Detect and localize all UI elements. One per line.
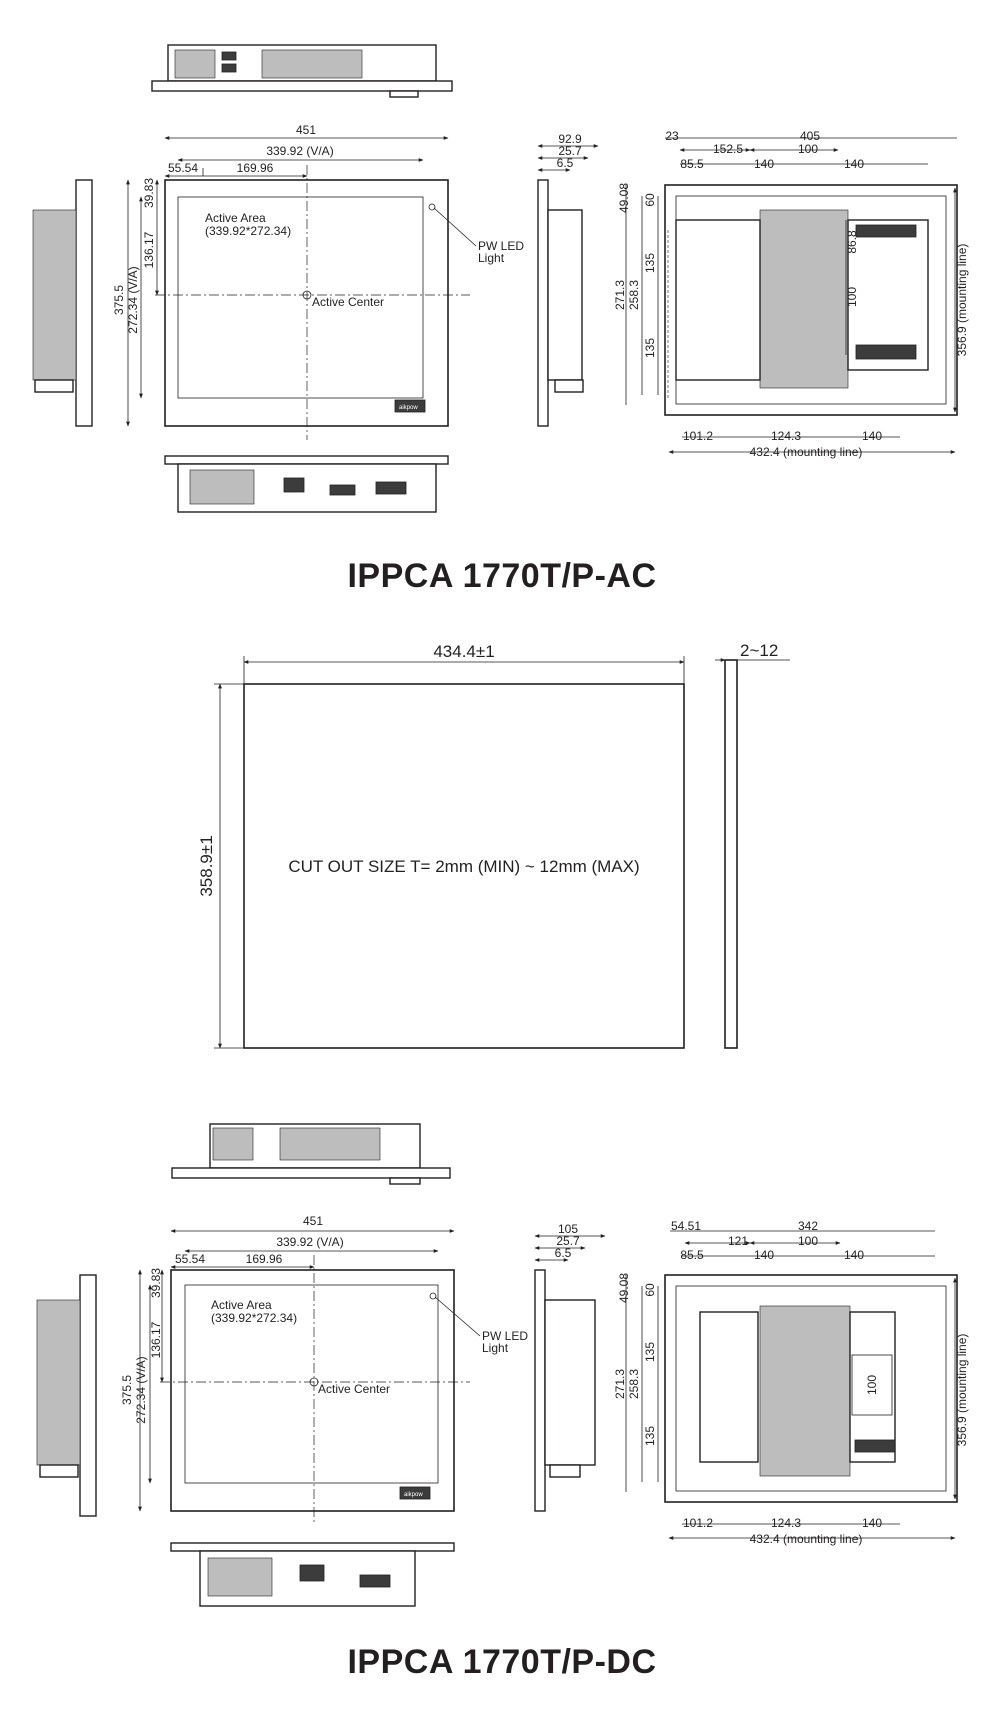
ac-front-height-va: 272.34 (V/A) bbox=[126, 266, 140, 334]
dc-front-center-v: 136.17 bbox=[149, 1321, 163, 1359]
dc-rear-inner-2: 100 bbox=[865, 1374, 879, 1396]
dc-rear-top-5: 85.5 bbox=[680, 1248, 704, 1262]
ac-active-center-label: Active Center bbox=[312, 295, 385, 309]
ac-rear-inner-2: 100 bbox=[845, 286, 859, 308]
dc-front-left-offset: 55.54 bbox=[174, 1252, 206, 1266]
cutout-section bbox=[197, 641, 790, 1048]
ac-front-top-offset: 39.83 bbox=[142, 177, 156, 209]
ac-rear-top-5: 85.5 bbox=[680, 157, 704, 171]
dc-front-height-overall: 375.5 bbox=[120, 1374, 134, 1406]
ac-rear-left-1: 49.08 bbox=[617, 182, 631, 214]
cutout-width: 434.4±1 bbox=[433, 642, 495, 661]
ac-front-width-va: 339.92 (V/A) bbox=[266, 144, 334, 158]
ac-logo: aikpow bbox=[399, 405, 418, 411]
dc-rear-bottom-3: 140 bbox=[861, 1516, 883, 1530]
dc-right-view bbox=[535, 1222, 605, 1511]
dc-rear-top-2: 342 bbox=[797, 1219, 819, 1233]
ac-rear-left-2: 60 bbox=[643, 193, 657, 207]
ac-front-left-offset: 55.54 bbox=[167, 161, 199, 175]
dc-rear-right-label: 356.9 (mounting line) bbox=[955, 1333, 969, 1447]
dc-side-depth-2: 25.7 bbox=[556, 1234, 580, 1248]
dc-front-top-offset: 39.83 bbox=[149, 1267, 163, 1299]
ac-front-width-overall: 451 bbox=[295, 123, 317, 137]
dc-front-center-offset: 169.96 bbox=[245, 1252, 283, 1266]
dc-active-area-label: Active Area bbox=[211, 1298, 272, 1312]
ac-rear-top-1: 23 bbox=[665, 129, 679, 143]
dc-rear-left-1: 49.08 bbox=[617, 1272, 631, 1304]
dc-logo: aikpow bbox=[404, 1492, 423, 1498]
ac-rear-inner-1: 86.8 bbox=[845, 230, 859, 254]
ac-front-center-offset: 169.96 bbox=[236, 161, 274, 175]
dc-rear-view bbox=[613, 1219, 969, 1546]
ac-rear-top-2: 405 bbox=[799, 129, 821, 143]
ac-rear-left-4: 135 bbox=[643, 337, 657, 359]
ac-section bbox=[33, 45, 969, 595]
ac-side-depth-1: 92.9 bbox=[558, 132, 582, 146]
ac-side-depth-2: 25.7 bbox=[558, 144, 582, 158]
dc-rear-bottom-1: 101.2 bbox=[682, 1516, 714, 1530]
dc-light-label: Light bbox=[482, 1341, 509, 1355]
ac-side-depth-3: 6.5 bbox=[556, 156, 574, 170]
ac-rear-view bbox=[613, 129, 969, 459]
ac-active-area-label: Active Area bbox=[205, 211, 266, 225]
ac-front-height-overall: 375.5 bbox=[112, 284, 126, 316]
dc-pw-led-label: PW LED bbox=[482, 1329, 529, 1343]
dc-bottom-view bbox=[171, 1543, 454, 1606]
ac-rear-top-3: 152.5 bbox=[712, 142, 744, 156]
cutout-height: 358.9±1 bbox=[197, 835, 216, 897]
ac-active-area-size: (339.92*272.34) bbox=[205, 224, 292, 238]
dc-rear-top-1: 54.51 bbox=[670, 1219, 702, 1233]
dc-rear-bottom-2: 124.3 bbox=[770, 1516, 802, 1530]
dc-title: IPPCA 1770T/P-DC bbox=[347, 1643, 657, 1681]
ac-rear-bottom-3: 140 bbox=[861, 429, 883, 443]
ac-rear-top-4: 100 bbox=[797, 142, 819, 156]
dc-rear-bottom-label: 432.4 (mounting line) bbox=[749, 1532, 863, 1546]
ac-right-view bbox=[538, 132, 598, 426]
ac-rear-right-label: 356.9 (mounting line) bbox=[955, 243, 969, 357]
ac-rear-bottom-2: 124.3 bbox=[770, 429, 802, 443]
ac-front-center-v: 136.17 bbox=[142, 231, 156, 269]
dc-rear-top-7: 140 bbox=[843, 1248, 865, 1262]
ac-rear-left-6: 258.3 bbox=[627, 279, 641, 311]
dc-rear-left-3: 135 bbox=[643, 1341, 657, 1363]
dc-section bbox=[37, 1124, 969, 1681]
ac-rear-bottom-label: 432.4 (mounting line) bbox=[749, 445, 863, 459]
ac-rear-bottom-1: 101.2 bbox=[682, 429, 714, 443]
dc-side-depth-1: 105 bbox=[557, 1222, 579, 1236]
dc-active-center-label: Active Center bbox=[318, 1382, 391, 1396]
ac-rear-left-3: 135 bbox=[643, 252, 657, 274]
ac-light-label: Light bbox=[478, 251, 505, 265]
dc-rear-top-4: 100 bbox=[797, 1234, 819, 1248]
dc-top-view bbox=[172, 1124, 450, 1184]
ac-top-view bbox=[152, 45, 452, 97]
cutout-thickness: 2~12 bbox=[740, 641, 779, 660]
ac-pw-led-label: PW LED bbox=[478, 239, 525, 253]
ac-rear-top-7: 140 bbox=[843, 157, 865, 171]
ac-rear-top-6: 140 bbox=[753, 157, 775, 171]
dc-left-view bbox=[37, 1275, 96, 1516]
ac-left-view bbox=[33, 180, 92, 426]
dc-front-height-va: 272.34 (V/A) bbox=[134, 1356, 148, 1424]
dc-front-width-overall: 451 bbox=[302, 1214, 324, 1228]
dc-front-view bbox=[120, 1214, 528, 1525]
ac-title: IPPCA 1770T/P-AC bbox=[347, 557, 657, 595]
dc-side-depth-3: 6.5 bbox=[554, 1246, 572, 1260]
dc-active-area-size: (339.92*272.34) bbox=[211, 1311, 298, 1325]
ac-front-view bbox=[112, 123, 524, 440]
dc-front-width-va: 339.92 (V/A) bbox=[276, 1235, 344, 1249]
dc-rear-left-4: 135 bbox=[643, 1425, 657, 1447]
dc-rear-left-2: 60 bbox=[643, 1283, 657, 1297]
ac-rear-left-5: 271.3 bbox=[613, 279, 627, 311]
dc-rear-top-6: 140 bbox=[753, 1248, 775, 1262]
dc-rear-left-6: 258.3 bbox=[627, 1368, 641, 1400]
dc-rear-left-5: 271.3 bbox=[613, 1368, 627, 1400]
cutout-spec-text: CUT OUT SIZE T= 2mm (MIN) ~ 12mm (MAX) bbox=[288, 857, 640, 876]
dc-rear-top-3: 121 bbox=[727, 1234, 749, 1248]
ac-bottom-view bbox=[165, 456, 448, 512]
